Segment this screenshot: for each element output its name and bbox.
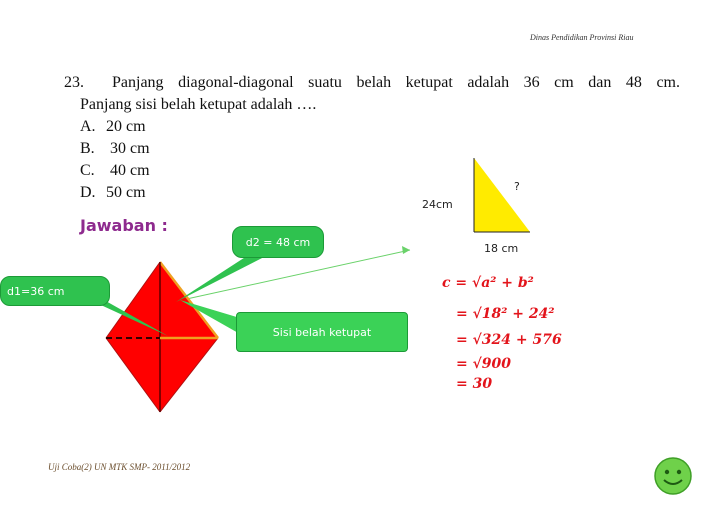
d2-callout-tail: [176, 254, 270, 302]
question-number: 23.: [64, 74, 84, 91]
option-letter: C.: [80, 162, 95, 179]
formula-line-3: = √324 + 576: [456, 332, 562, 348]
triangle-shape: [474, 158, 530, 232]
formula-line-1: c = √a² + b²: [442, 275, 534, 291]
option-text: 20 cm: [106, 118, 146, 135]
option-letter: B.: [80, 140, 95, 157]
question-line-2: Panjang sisi belah ketupat adalah ….: [80, 96, 317, 113]
option-letter: D.: [80, 184, 96, 201]
d2-callout: d2 = 48 cm: [232, 226, 324, 258]
triangle-hyp-label: ?: [514, 180, 520, 193]
header-note: Dinas Pendidikan Provinsi Riau: [530, 33, 634, 42]
triangle-vertical-label: 24cm: [422, 198, 453, 211]
right-triangle: [460, 150, 550, 240]
option-letter: A.: [80, 118, 96, 135]
d1-callout: d1=36 cm: [0, 276, 110, 306]
question-line-1: Panjang diagonal-diagonal suatu belah ketupat adalah 36 cm dan 48 cm.: [112, 74, 680, 91]
smiley-icon[interactable]: [653, 456, 693, 496]
formula-line-5: = 30: [456, 376, 493, 392]
footer-note: Uji Coba(2) UN MTK SMP- 2011/2012: [48, 462, 191, 472]
formula-line-4: = √900: [456, 356, 512, 372]
side-callout: Sisi belah ketupat: [236, 312, 408, 352]
option-text: 50 cm: [106, 184, 146, 201]
answer-label: Jawaban :: [80, 216, 168, 235]
formula-line-2: = √18² + 24²: [456, 306, 555, 322]
option-text: 30 cm: [106, 140, 150, 157]
option-text: 40 cm: [106, 162, 150, 179]
arrow-head: [402, 246, 410, 254]
triangle-horizontal-label: 18 cm: [484, 242, 519, 255]
